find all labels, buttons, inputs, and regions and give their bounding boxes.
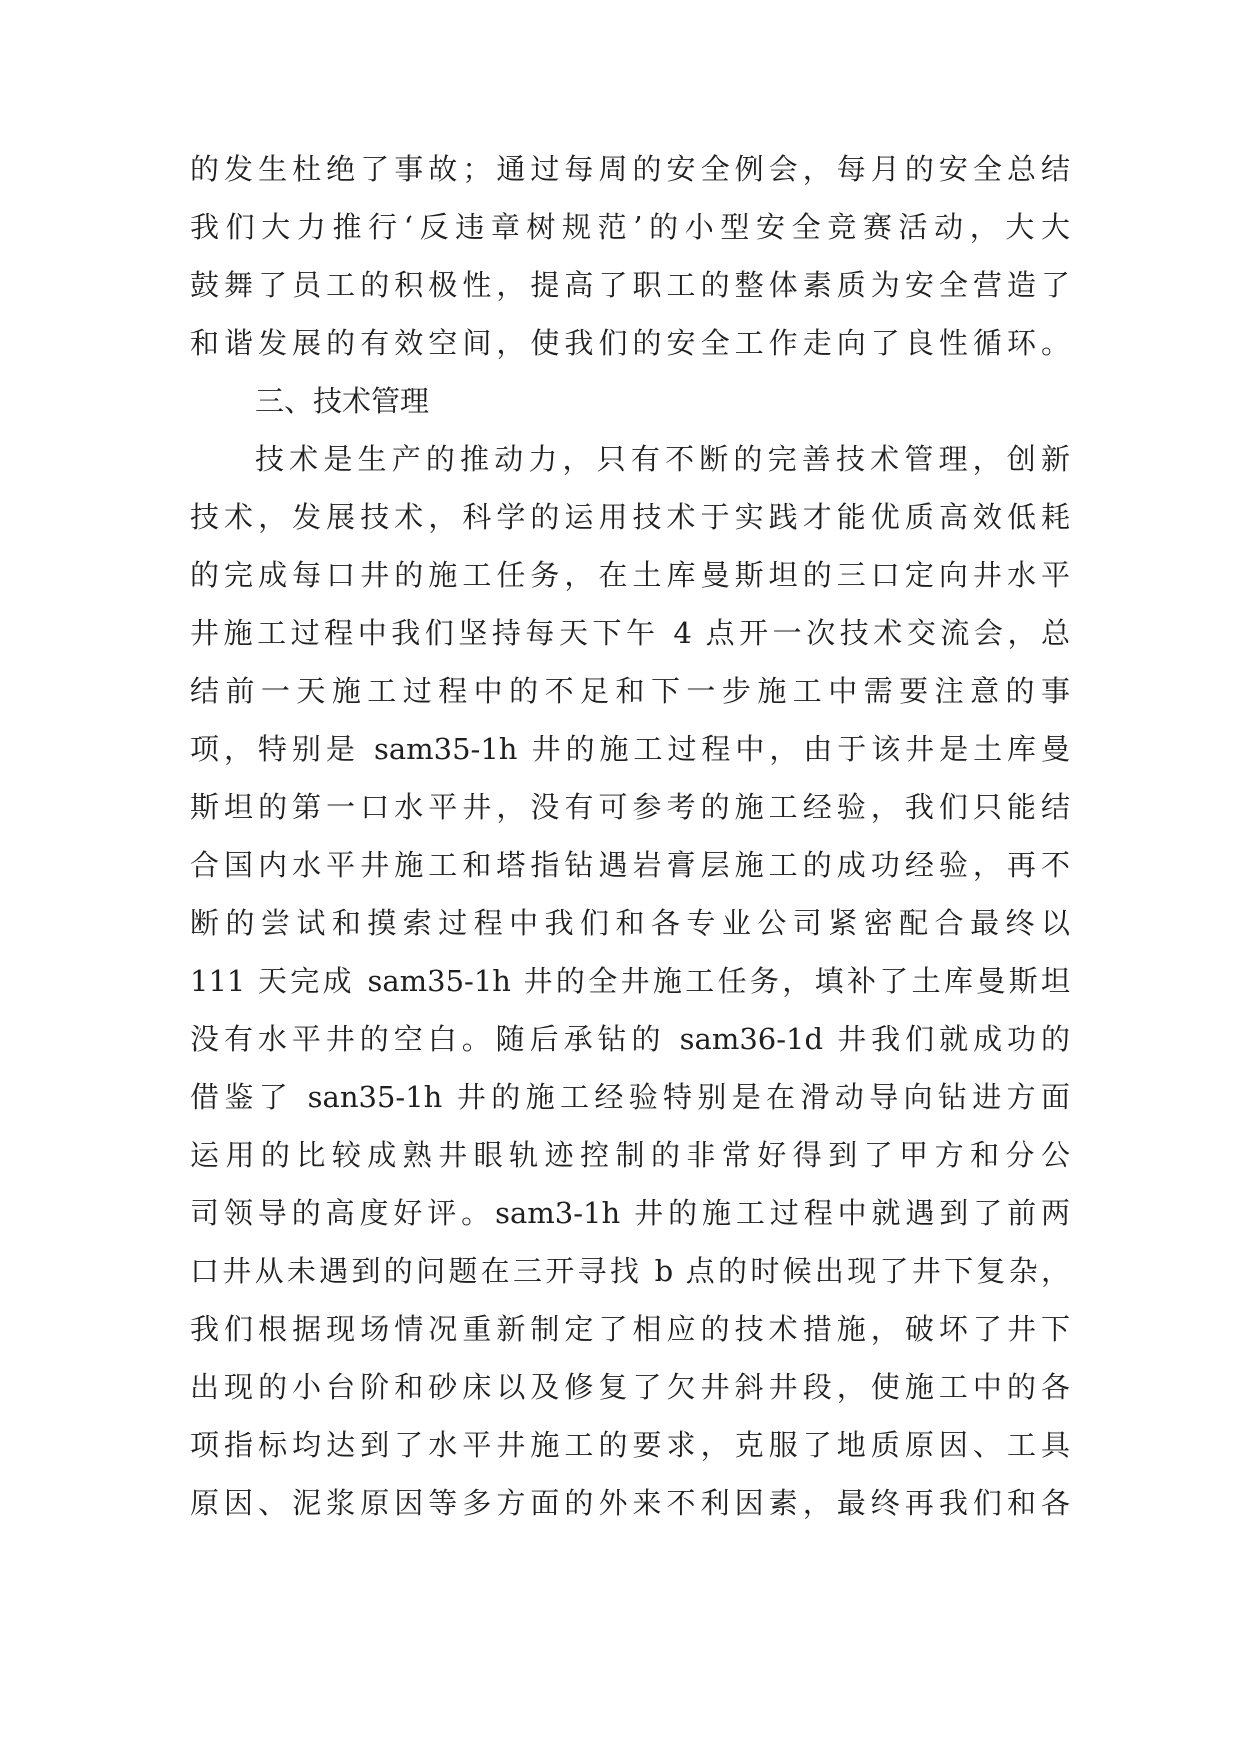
- body-text-line: 结前一天施工过程中的不足和下一步施工中需要注意的事: [190, 674, 1070, 708]
- body-text-line: 出现的小台阶和砂床以及修复了欠井斜井段，使施工中的各: [190, 1370, 1070, 1404]
- body-text-line: 技术，发展技术，科学的运用技术于实践才能优质高效低耗: [190, 500, 1070, 534]
- body-text-line: 111 天完成 sam35-1h 井的全井施工任务，填补了土库曼斯坦: [190, 964, 1070, 998]
- body-text-line: 我们根据现场情况重新制定了相应的技术措施，破坏了井下: [190, 1312, 1070, 1346]
- body-text-line: 项指标均达到了水平井施工的要求，克服了地质原因、工具: [190, 1428, 1070, 1462]
- body-text-line: 和谐发展的有效空间，使我们的安全工作走向了良性循环。: [190, 326, 1070, 360]
- body-text-line: 鼓舞了员工的积极性，提高了职工的整体素质为安全营造了: [190, 268, 1070, 302]
- body-text-line: 我们大力推行‘反违章树规范’的小型安全竞赛活动，大大: [190, 210, 1070, 244]
- body-text-line: 的发生杜绝了事故；通过每周的安全例会，每月的安全总结: [190, 152, 1070, 186]
- body-text-line: 项，特别是 sam35-1h 井的施工过程中，由于该井是土库曼: [190, 732, 1070, 766]
- body-text-line: 借鉴了 san35-1h 井的施工经验特别是在滑动导向钻进方面: [190, 1080, 1070, 1114]
- body-text-line: 井施工过程中我们坚持每天下午 4 点开一次技术交流会，总: [190, 616, 1070, 650]
- body-text-line: 运用的比较成熟井眼轨迹控制的非常好得到了甲方和分公: [190, 1138, 1070, 1172]
- body-text-line: 口井从未遇到的问题在三开寻找 b 点的时候出现了井下复杂，: [190, 1254, 1070, 1288]
- body-text-line: 的完成每口井的施工任务，在土库曼斯坦的三口定向井水平: [190, 558, 1070, 592]
- body-text-line: 原因、泥浆原因等多方面的外来不利因素，最终再我们和各: [190, 1486, 1070, 1520]
- paragraph-first-line: 技术是生产的推动力，只有不断的完善技术管理，创新: [255, 442, 1070, 476]
- body-text-line: 司领导的高度好评。sam3-1h 井的施工过程中就遇到了前两: [190, 1196, 1070, 1230]
- body-text-line: 合国内水平井施工和塔指钻遇岩膏层施工的成功经验，再不: [190, 848, 1070, 882]
- section-heading: 三、技术管理: [255, 384, 430, 418]
- body-text-line: 斯坦的第一口水平井，没有可参考的施工经验，我们只能结: [190, 790, 1070, 824]
- body-text-line: 断的尝试和摸索过程中我们和各专业公司紧密配合最终以: [190, 906, 1070, 940]
- body-text-line: 没有水平井的空白。随后承钻的 sam36-1d 井我们就成功的: [190, 1022, 1070, 1056]
